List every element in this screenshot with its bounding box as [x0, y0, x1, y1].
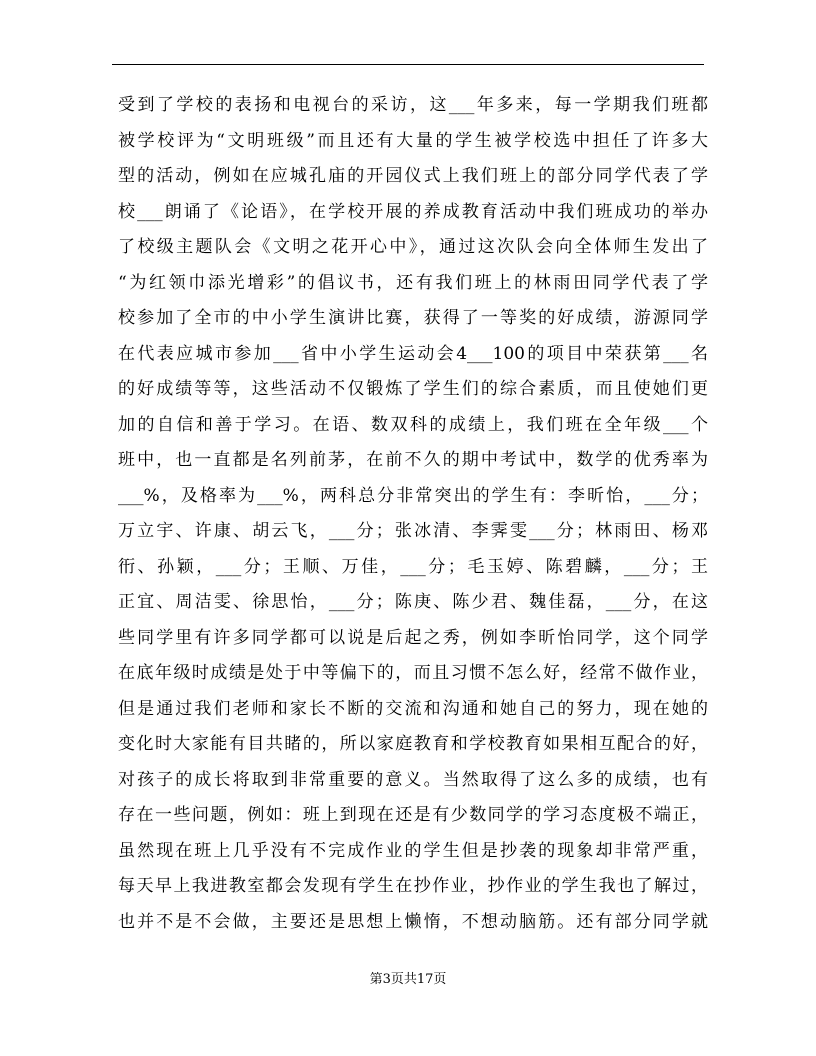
body-line: 被学校评为“文明班级”而且还有大量的学生被学校选中担任了许多大: [118, 130, 708, 151]
body-line: 也并不是不会做，主要还是思想上懒惰，不想动脑筋。还有部分同学就: [118, 911, 708, 932]
body-line: 校___朗诵了《论语》，在学校开展的养成教育活动中我们班成功的举办: [118, 201, 708, 222]
body-line: 校参加了全市的中小学生演讲比赛，获得了一等奖的好成绩，游源同学: [118, 308, 708, 328]
body-line: 存在一些问题，例如：班上到现在还是有少数同学的学习态度极不端正，: [118, 805, 708, 825]
body-line: 型的活动，例如在应城孔庙的开园仪式上我们班上的部分同学代表了学: [118, 166, 708, 186]
document-body: [118, 88, 708, 940]
body-line: 了校级主题队会《文明之花开心中》，通过这次队会向全体师生发出了: [118, 237, 708, 257]
body-line: 在底年级时成绩是处于中等偏下的，而且习惯不怎么好，经常不做作业，: [118, 663, 708, 683]
body-line: 虽然现在班上几乎没有不完成作业的学生但是抄袭的现象却非常严重，: [118, 840, 708, 861]
body-line: 变化时大家能有目共睹的，所以家庭教育和学校教育如果相互配合的好，: [118, 734, 708, 754]
body-line: 每天早上我进教室都会发现有学生在抄作业，抄作业的学生我也了解过，: [118, 876, 708, 896]
body-line: 正宜、周洁雯、徐思怡，___分；陈庚、陈少君、魏佳磊，___分，在这: [118, 592, 708, 612]
body-line: 对孩子的成长将取到非常重要的意义。当然取得了这么多的成绩，也有: [118, 769, 708, 790]
body-line: ___%，及格率为___%，两科总分非常突出的学生有：李昕怡，___分；: [118, 485, 708, 506]
body-line: 在代表应城市参加___省中小学生运动会4___100的项目中荣获第___名: [118, 343, 708, 364]
body-line: 衎、孙颖，___分；王顺、万佳，___分；毛玉婷、陈碧麟，___分；王: [118, 556, 708, 577]
body-line: 受到了学校的表扬和电视台的采访，这___年多来，每一学期我们班都: [118, 95, 708, 115]
body-line: 班中，也一直都是名列前茅，在前不久的期中考试中，数学的优秀率为: [118, 450, 708, 470]
body-line: 的好成绩等等，这些活动不仅锻炼了学生们的综合素质，而且使她们更: [118, 379, 708, 399]
body-line: “为红领巾添光增彩”的倡议书，还有我们班上的林雨田同学代表了学: [118, 272, 708, 293]
page-number: 第3页共17页: [369, 972, 447, 987]
body-line: 加的自信和善于学习。在语、数双科的成绩上，我们班在全年级___个: [118, 414, 708, 435]
body-line: 但是通过我们老师和家长不断的交流和沟通和她自己的努力，现在她的: [118, 698, 708, 719]
header-rule: [112, 64, 704, 65]
body-line: 万立宇、许康、胡云飞，___分；张冰清、李霁雯___分；林雨田、杨邓: [118, 521, 708, 541]
body-line: 些同学里有许多同学都可以说是后起之秀，例如李昕怡同学，这个同学: [118, 627, 708, 648]
